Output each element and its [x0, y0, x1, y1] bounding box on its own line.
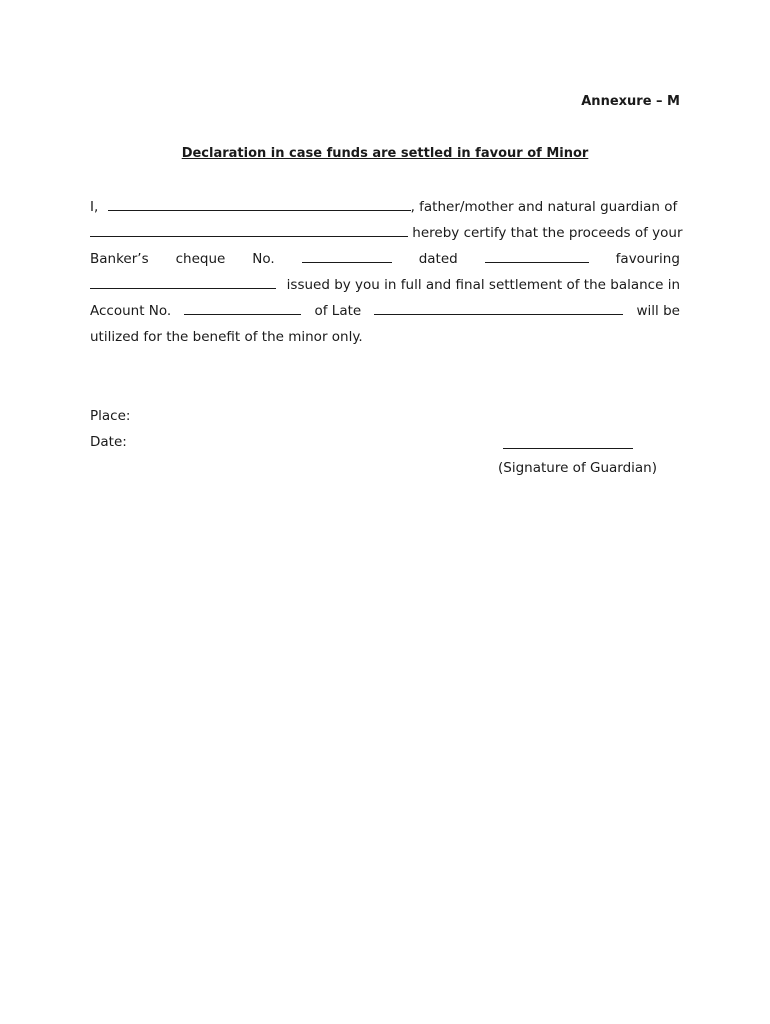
annexure-label: Annexure – M — [581, 94, 680, 109]
line2-text-a: hereby certify that the proceeds of your — [412, 225, 683, 241]
declaration-title: Declaration in case funds are settled in favour of Minor — [181, 146, 589, 161]
line3-word-dated: dated — [418, 251, 458, 267]
line1-text-b: , father/mother and natural guardian of — [410, 199, 678, 215]
line3-word-favouring: favouring — [615, 251, 680, 267]
line3-word-cheque: cheque — [175, 251, 226, 267]
guardian-name-blank[interactable] — [108, 199, 411, 211]
account-number-blank[interactable] — [184, 303, 301, 315]
line5-account-no: Account No. — [90, 303, 172, 319]
cheque-number-blank[interactable] — [302, 251, 392, 263]
body-line-6 — [90, 329, 680, 345]
line1-text-a: I, — [90, 199, 99, 215]
favouring-name-blank[interactable] — [90, 277, 276, 289]
line5-of-late: of Late — [314, 303, 362, 319]
line5-will-be: will be — [636, 303, 680, 319]
place-label: Place: — [90, 408, 131, 424]
date-label: Date: — [90, 434, 127, 450]
line6-text-a: utilized for the benefit of the minor only. — [90, 329, 363, 345]
body-line-2 — [90, 225, 683, 241]
minor-name-blank[interactable] — [90, 225, 408, 237]
line4-text-a: issued by you in full and final settlement of the balance in — [286, 277, 680, 293]
signature-label: (Signature of Guardian) — [498, 460, 658, 476]
body-line-5 — [90, 303, 680, 319]
cheque-date-blank[interactable] — [485, 251, 589, 263]
line3-word-bankers: Banker’s — [90, 251, 149, 267]
body-line-4 — [90, 277, 680, 293]
deceased-name-blank[interactable] — [374, 303, 623, 315]
line3-word-no: No. — [252, 251, 275, 267]
signature-blank[interactable] — [503, 436, 633, 449]
body-line-3 — [90, 251, 680, 267]
body-line-1 — [90, 199, 680, 215]
